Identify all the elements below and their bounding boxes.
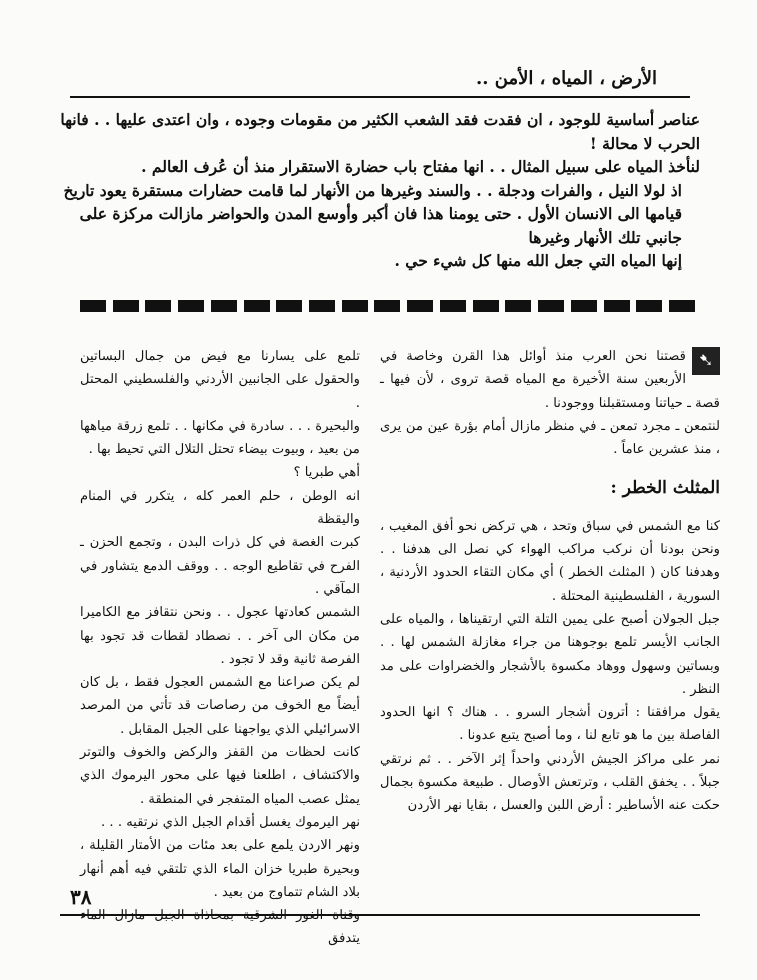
header-rule (70, 96, 690, 98)
intro-paragraph: اذ لولا النيل ، والفرات ودجلة . . والسند وغيرها من الأنهار لما قامت حضارات مستقرة يعود تاريخ قيامها الى الانسان الأول . حتى يومنا هذا فان أكبر وأوسع المدن والحواضر مازالت مركزة على جانبي تلك الأنهار وغيرها (63, 180, 682, 247)
intro-paragraph: إنها المياه التي جعل الله منها كل شيء حي . (394, 251, 682, 270)
right-paragraph: جبل الجولان أصبح على يمين التلة التي ارتقيناها ، والمياه على الجانب الأيسر تلمع بوجوهنا من جراء مغازلة الشمس لها . . وبساتين وسهول ووهاد مكسوة بالأشجار والخضراوات على مد النظر . (380, 611, 720, 697)
left-paragraph: كبرت الغصة في كل ذرات البدن ، وتجمع الحزن ـ الفرح في تقاطيع الوجه . . ووقف الدمع يتشاور في المآقي . (80, 535, 360, 597)
left-paragraph: أهي طبريا ؟ (293, 465, 360, 481)
left-paragraph: نهر اليرموك يغسل أقدام الجبل الذي نرتقيه . . . (101, 814, 360, 830)
running-header: الأرض ، المياه ، الأمن .. (475, 68, 657, 89)
right-paragraph: نمر على مراكز الجيش الأردني واحداً إثر الآخر . . ثم نرتقي جبلاً . . يخفق القلب ، وترتعش الأوصال . طبيعة مكسوة بجمال حكت عنه الأساطير : أرض اللبن والعسل ، بقايا نهر الأردن (380, 751, 720, 814)
left-paragraph: يتدفق (328, 931, 360, 947)
dashed-divider (80, 300, 695, 316)
right-column (380, 345, 720, 818)
right-paragraph: لنتمعن ـ مجرد تمعن ـ في منظر مازال أمام بؤرة عين من يرى ، منذ عشرين عاماً . (380, 418, 720, 458)
footer-rule (60, 914, 700, 916)
left-paragraph: ونهر الاردن يلمع على بعد مئات من الأمتار القليلة ، وبحيرة طبريا خزان الماء الذي تلتقي فيه أهم أنهار بلاد الشام تتماوج من بعيد . (80, 838, 360, 900)
page-number: ٣٨ (70, 885, 92, 909)
intro-block (60, 108, 700, 273)
subheading: المثلث الخطر : (610, 478, 720, 499)
left-column (80, 345, 360, 951)
left-paragraph: انه الوطن ، حلم العمر كله ، يتكرر في المنام واليقظة (80, 488, 360, 528)
left-paragraph: كانت لحظات من القفز والركض والخوف والتوتر والاكتشاف ، اطلعنا فيها على محور اليرموك الذي يمثل عصب المياه المتفجر في المنطقة . (80, 745, 360, 807)
right-paragraph: كنا مع الشمس في سباق وتحد ، هي تركض نحو أفق المغيب ، ونحن بودنا أن نركب مراكب الهواء كي نصل الى هدفنا . . وهدفنا كان ( المثلث الخطر ) أي مكان التقاء الحدود الأردنية ، السورية ، الفلسطينية المحتلة . (380, 518, 720, 604)
right-paragraph: قصتنا نحن العرب منذ أوائل هذا القرن وخاصة في الأربعين سنة الأخيرة مع المياه قصة تروى ، لأن فيها ـ قصة ـ حياتنا ومستقبلنا ووجودنا . (380, 349, 720, 411)
left-paragraph: والبحيرة . . . سادرة في مكانها . . تلمع زرقة مياهها من بعيد ، وبيوت بيضاء تحتل التلال التي تحيط بها . (80, 418, 360, 458)
left-paragraph: تلمع على يسارنا مع فيض من جمال البساتين والحقول على الجانبين الأردني والفلسطيني المحتل . (80, 349, 360, 411)
intro-paragraph: عناصر أساسية للوجود ، ان فقدت فقد الشعب الكثير من مقومات وجوده ، وان اعتدى عليها . . فانها الحرب لا محالة ! (60, 110, 700, 153)
arrow-icon: ➷ (692, 347, 720, 375)
left-paragraph: لم يكن صراعنا مع الشمس العجول فقط ، بل كان أيضاً مع الخوف من رصاصات قد تأتي من المرصد الاسرائيلي الذي يواجهنا على الجبل المقابل . (80, 675, 360, 737)
left-paragraph: الشمس كعادتها عجول . . ونحن نتقافز مع الكاميرا من مكان الى آخر . . نصطاد لقطات قد تجود بها الفرصة ثانية وقد لا تجود . (80, 605, 360, 667)
intro-paragraph: لنأخذ المياه على سبيل المثال . . انها مفتاح باب حضارة الاستقرار منذ أن عُرف العالم . (141, 157, 700, 176)
right-paragraph: يقول مرافقنا : أترون أشجار السرو . . هناك ؟ انها الحدود الفاصلة بين ما هو تابع لنا ، وما أصبح يتبع عدونا . (380, 705, 720, 744)
